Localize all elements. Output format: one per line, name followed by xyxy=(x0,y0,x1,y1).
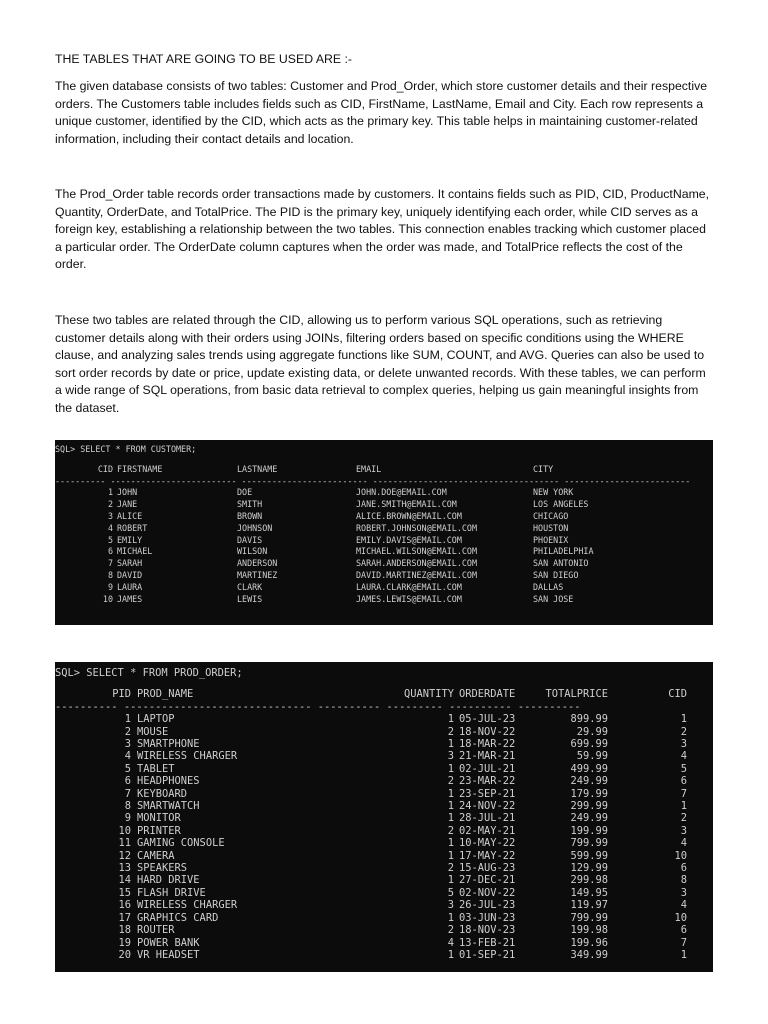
cell-quantity: 1 xyxy=(447,800,454,813)
cell-prod-name: SPEAKERS xyxy=(137,862,188,875)
cell-cid: 10 xyxy=(674,849,687,862)
cell-quantity: 1 xyxy=(447,713,454,726)
cell-quantity: 2 xyxy=(447,862,454,875)
cell-totalprice: 599.99 xyxy=(570,849,608,862)
cell-totalprice: 179.99 xyxy=(570,787,608,800)
cell-pid: 11 xyxy=(118,837,131,850)
section-heading: THE TABLES THAT ARE GOING TO BE USED ARE :- xyxy=(55,52,353,66)
cell-quantity: 1 xyxy=(447,911,454,924)
cell-quantity: 1 xyxy=(447,762,454,775)
cell-cid: 7 xyxy=(680,787,687,800)
cell-quantity: 1 xyxy=(447,948,454,961)
cell-cid: 2 xyxy=(107,499,113,510)
order-query-output xyxy=(55,662,713,972)
cell-cid: 9 xyxy=(107,581,113,592)
cell-email: DAVID.MARTINEZ@EMAIL.COM xyxy=(356,569,478,580)
cell-quantity: 2 xyxy=(447,824,454,837)
cell-email: ALICE.BROWN@EMAIL.COM xyxy=(356,510,462,521)
cell-prod-name: LAPTOP xyxy=(137,713,175,726)
cell-totalprice: 799.99 xyxy=(570,911,608,924)
cell-city: LOS ANGELES xyxy=(533,499,589,510)
cell-city: PHOENIX xyxy=(533,534,569,545)
cell-email: LAURA.CLARK@EMAIL.COM xyxy=(356,581,462,592)
cell-orderdate: 18-MAR-22 xyxy=(459,738,516,750)
cell-quantity: 5 xyxy=(447,886,454,899)
cell-cid: 6 xyxy=(680,775,687,788)
cell-city: DALLAS xyxy=(533,581,564,592)
cell-email: EMILY.DAVIS@EMAIL.COM xyxy=(356,534,462,545)
cell-orderdate: 10-MAY-22 xyxy=(459,837,516,850)
cell-orderdate: 02-NOV-22 xyxy=(459,886,516,899)
prod-order-paragraph: The Prod_Order table records order transactions made by customers. It contains fields such as PID, CID, ProductName, Quantity, OrderDate, and TotalPrice. The PID is the primary key, uniquely identifying each order, while CID serves as a foreign key, establishing a relationship between the two tables. This connection enables tracking which customer placed a particular order. The OrderDate column captures when the order was made, and TotalPrice reflects the cost of the order. xyxy=(55,187,710,272)
table-row xyxy=(55,487,713,499)
table-row xyxy=(55,949,713,961)
cell-quantity: 1 xyxy=(447,738,454,750)
table-row xyxy=(55,887,713,899)
cell-email: JANE.SMITH@EMAIL.COM xyxy=(356,499,457,510)
cell-email: JAMES.LEWIS@EMAIL.COM xyxy=(356,593,462,604)
table-row xyxy=(55,837,713,849)
cell-prod-name: SMARTWATCH xyxy=(137,800,200,813)
table-row xyxy=(55,899,713,911)
cell-firstname: EMILY xyxy=(117,534,143,545)
order-header-row xyxy=(55,688,713,700)
customer-sql-command: SQL> SELECT * FROM CUSTOMER; xyxy=(55,444,197,454)
cell-firstname: SARAH xyxy=(117,558,143,569)
cell-totalprice: 129.99 xyxy=(570,862,608,875)
cell-totalprice: 119.97 xyxy=(570,899,608,912)
cell-prod-name: PRINTER xyxy=(137,824,181,837)
cell-orderdate: 01-SEP-21 xyxy=(459,948,516,961)
header-city: CITY xyxy=(533,463,554,474)
cell-city: SAN JOSE xyxy=(533,593,574,604)
cell-cid: 1 xyxy=(680,713,687,726)
header-cid: CID xyxy=(668,688,687,701)
cell-city: PHILADELPHIA xyxy=(533,546,594,557)
cell-totalprice: 299.98 xyxy=(570,874,608,887)
cell-firstname: ALICE xyxy=(117,510,143,521)
cell-orderdate: 21-MAR-21 xyxy=(459,750,516,763)
cell-quantity: 1 xyxy=(447,849,454,862)
table-row xyxy=(55,713,713,725)
cell-pid: 15 xyxy=(118,886,131,899)
cell-totalprice: 499.99 xyxy=(570,762,608,775)
cell-cid: 1 xyxy=(107,487,113,498)
cell-lastname: WILSON xyxy=(237,546,268,557)
cell-totalprice: 199.99 xyxy=(570,824,608,837)
table-row xyxy=(55,912,713,924)
cell-cid: 2 xyxy=(680,812,687,825)
cell-lastname: BROWN xyxy=(237,510,263,521)
cell-cid: 8 xyxy=(680,874,687,887)
cell-cid: 6 xyxy=(107,546,113,557)
table-row xyxy=(55,937,713,949)
customer-separator: ---------- ------------------------- ------------------------- ------------------------------------- ------------------------- xyxy=(55,475,691,486)
cell-prod-name: KEYBOARD xyxy=(137,787,188,800)
cell-prod-name: GAMING CONSOLE xyxy=(137,837,225,850)
cell-quantity: 1 xyxy=(447,874,454,887)
cell-pid: 14 xyxy=(118,874,131,887)
cell-prod-name: HARD DRIVE xyxy=(137,874,200,887)
header-firstname: FIRSTNAME xyxy=(117,463,163,474)
cell-prod-name: WIRELESS CHARGER xyxy=(137,899,238,912)
cell-cid: 4 xyxy=(107,522,113,533)
cell-prod-name: CAMERA xyxy=(137,849,175,862)
header-prod-name: PROD_NAME xyxy=(137,688,194,701)
table-row xyxy=(55,850,713,862)
table-row xyxy=(55,738,713,750)
cell-pid: 18 xyxy=(118,924,131,937)
cell-cid: 5 xyxy=(680,762,687,775)
cell-prod-name: HEADPHONES xyxy=(137,775,200,788)
table-row xyxy=(55,523,713,535)
table-row xyxy=(55,825,713,837)
cell-quantity: 1 xyxy=(447,837,454,850)
cell-orderdate: 28-JUL-21 xyxy=(459,812,516,825)
table-row xyxy=(55,582,713,594)
table-row xyxy=(55,546,713,558)
cell-orderdate: 15-AUG-23 xyxy=(459,862,516,875)
cell-totalprice: 249.99 xyxy=(570,775,608,788)
cell-lastname: LEWIS xyxy=(237,593,263,604)
cell-pid: 13 xyxy=(118,862,131,875)
cell-quantity: 2 xyxy=(447,725,454,738)
table-row xyxy=(55,800,713,812)
cell-cid: 1 xyxy=(680,948,687,961)
cell-pid: 3 xyxy=(124,738,131,750)
cell-quantity: 2 xyxy=(447,924,454,937)
cell-prod-name: GRAPHICS CARD xyxy=(137,911,219,924)
cell-cid: 4 xyxy=(680,837,687,850)
cell-totalprice: 29.99 xyxy=(576,725,608,738)
intro-paragraph: The given database consists of two tables: Customer and Prod_Order, which store customer details and their respective orders. The Customers table includes fields such as CID, FirstName, LastName, Email and City. Each row represents a unique customer, identified by the CID, which acts as the primary key. This table helps in maintaining customer-related information, including their contact details and location. xyxy=(55,79,708,146)
cell-orderdate: 17-MAY-22 xyxy=(459,849,516,862)
cell-totalprice: 199.98 xyxy=(570,924,608,937)
cell-totalprice: 799.99 xyxy=(570,837,608,850)
cell-totalprice: 899.99 xyxy=(570,713,608,726)
cell-firstname: JAMES xyxy=(117,593,143,604)
cell-pid: 4 xyxy=(124,750,131,763)
customer-header-row xyxy=(55,464,713,476)
cell-pid: 5 xyxy=(124,762,131,775)
table-row xyxy=(55,726,713,738)
cell-cid: 3 xyxy=(107,510,113,521)
cell-cid: 4 xyxy=(680,899,687,912)
cell-totalprice: 59.99 xyxy=(576,750,608,763)
cell-totalprice: 699.99 xyxy=(570,738,608,750)
cell-prod-name: POWER BANK xyxy=(137,936,200,949)
cell-firstname: LAURA xyxy=(117,581,143,592)
header-quantity: QUANTITY xyxy=(403,688,454,701)
cell-orderdate: 18-NOV-22 xyxy=(459,725,516,738)
cell-prod-name: MONITOR xyxy=(137,812,181,825)
cell-lastname: CLARK xyxy=(237,581,263,592)
cell-pid: 9 xyxy=(124,812,131,825)
cell-pid: 12 xyxy=(118,849,131,862)
relationship-paragraph: These two tables are related through the CID, allowing us to perform various SQL operations, such as retrieving customer details along with their orders using JOINs, filtering orders based on specific conditions using the WHERE clause, and analyzing sales trends using aggregate functions like SUM, COUNT, and AVG. Queries can also be used to sort order records by date or price, update existing data, or delete unwanted records. With these tables, we can perform a wide range of SQL operations, from basic data retrieval to complex queries, helping us gain meaningful insights from the dataset. xyxy=(55,313,706,415)
cell-firstname: ROBERT xyxy=(117,522,148,533)
header-orderdate: ORDERDATE xyxy=(459,688,516,701)
cell-pid: 1 xyxy=(124,713,131,726)
cell-cid: 8 xyxy=(107,569,113,580)
table-row xyxy=(55,775,713,787)
cell-cid: 10 xyxy=(674,911,687,924)
cell-orderdate: 26-JUL-23 xyxy=(459,899,516,912)
cell-cid: 3 xyxy=(680,738,687,750)
cell-email: JOHN.DOE@EMAIL.COM xyxy=(356,487,447,498)
cell-pid: 19 xyxy=(118,936,131,949)
cell-cid: 7 xyxy=(680,936,687,949)
cell-prod-name: FLASH DRIVE xyxy=(137,886,206,899)
cell-prod-name: VR HEADSET xyxy=(137,948,200,961)
cell-orderdate: 23-MAR-22 xyxy=(459,775,516,788)
order-rows xyxy=(55,713,713,961)
cell-city: SAN DIEGO xyxy=(533,569,579,580)
table-row xyxy=(55,862,713,874)
cell-pid: 8 xyxy=(124,800,131,813)
table-row xyxy=(55,812,713,824)
cell-lastname: MARTINEZ xyxy=(237,569,278,580)
cell-quantity: 4 xyxy=(447,936,454,949)
customer-rows xyxy=(55,487,713,605)
table-row xyxy=(55,511,713,523)
header-email: EMAIL xyxy=(356,463,382,474)
cell-firstname: JANE xyxy=(117,499,138,510)
cell-orderdate: 05-JUL-23 xyxy=(459,713,516,726)
table-row xyxy=(55,750,713,762)
cell-pid: 16 xyxy=(118,899,131,912)
order-separator: ---------- ------------------------------ ---------- --------- ---------- ---------- xyxy=(55,700,581,713)
cell-cid: 10 xyxy=(102,593,113,604)
cell-lastname: DOE xyxy=(237,487,253,498)
cell-firstname: JOHN xyxy=(117,487,138,498)
table-row xyxy=(55,924,713,936)
cell-totalprice: 149.95 xyxy=(570,886,608,899)
cell-cid: 4 xyxy=(680,750,687,763)
table-row xyxy=(55,499,713,511)
cell-cid: 7 xyxy=(107,558,113,569)
cell-pid: 7 xyxy=(124,787,131,800)
cell-cid: 1 xyxy=(680,800,687,813)
cell-firstname: MICHAEL xyxy=(117,546,153,557)
cell-cid: 6 xyxy=(680,924,687,937)
cell-prod-name: MOUSE xyxy=(137,725,169,738)
cell-pid: 2 xyxy=(124,725,131,738)
cell-lastname: ANDERSON xyxy=(237,558,278,569)
cell-lastname: SMITH xyxy=(237,499,263,510)
cell-cid: 3 xyxy=(680,824,687,837)
cell-cid: 3 xyxy=(680,886,687,899)
cell-totalprice: 199.96 xyxy=(570,936,608,949)
cell-orderdate: 23-SEP-21 xyxy=(459,787,516,800)
cell-quantity: 1 xyxy=(447,787,454,800)
cell-lastname: DAVIS xyxy=(237,534,263,545)
table-row xyxy=(55,535,713,547)
cell-pid: 20 xyxy=(118,948,131,961)
order-sql-command: SQL> SELECT * FROM PROD_ORDER; xyxy=(55,667,243,679)
header-totalprice: TOTALPRICE xyxy=(545,688,608,701)
header-pid: PID xyxy=(112,688,131,701)
cell-orderdate: 02-JUL-21 xyxy=(459,762,516,775)
cell-pid: 10 xyxy=(118,824,131,837)
cell-email: SARAH.ANDERSON@EMAIL.COM xyxy=(356,558,478,569)
table-row xyxy=(55,874,713,886)
cell-cid: 5 xyxy=(107,534,113,545)
cell-totalprice: 249.99 xyxy=(570,812,608,825)
cell-city: HOUSTON xyxy=(533,522,569,533)
cell-prod-name: SMARTPHONE xyxy=(137,738,200,750)
cell-totalprice: 299.99 xyxy=(570,800,608,813)
table-row xyxy=(55,763,713,775)
cell-pid: 6 xyxy=(124,775,131,788)
cell-orderdate: 02-MAY-21 xyxy=(459,824,516,837)
table-row xyxy=(55,594,713,606)
cell-quantity: 3 xyxy=(447,899,454,912)
cell-quantity: 3 xyxy=(447,750,454,763)
header-cid: CID xyxy=(97,463,113,474)
cell-quantity: 1 xyxy=(447,812,454,825)
cell-orderdate: 03-JUN-23 xyxy=(459,911,516,924)
cell-email: ROBERT.JOHNSON@EMAIL.COM xyxy=(356,522,478,533)
table-row xyxy=(55,558,713,570)
cell-orderdate: 27-DEC-21 xyxy=(459,874,516,887)
cell-city: NEW YORK xyxy=(533,487,574,498)
cell-firstname: DAVID xyxy=(117,569,143,580)
cell-email: MICHAEL.WILSON@EMAIL.COM xyxy=(356,546,478,557)
cell-cid: 2 xyxy=(680,725,687,738)
header-lastname: LASTNAME xyxy=(237,463,278,474)
cell-city: SAN ANTONIO xyxy=(533,558,589,569)
cell-prod-name: TABLET xyxy=(137,762,175,775)
cell-orderdate: 13-FEB-21 xyxy=(459,936,516,949)
cell-prod-name: WIRELESS CHARGER xyxy=(137,750,238,763)
cell-prod-name: ROUTER xyxy=(137,924,175,937)
table-row xyxy=(55,788,713,800)
cell-orderdate: 18-NOV-23 xyxy=(459,924,516,937)
cell-orderdate: 24-NOV-22 xyxy=(459,800,516,813)
cell-totalprice: 349.99 xyxy=(570,948,608,961)
table-row xyxy=(55,570,713,582)
cell-quantity: 2 xyxy=(447,775,454,788)
customer-query-output xyxy=(55,440,713,625)
cell-lastname: JOHNSON xyxy=(237,522,273,533)
cell-pid: 17 xyxy=(118,911,131,924)
cell-city: CHICAGO xyxy=(533,510,569,521)
cell-cid: 6 xyxy=(680,862,687,875)
